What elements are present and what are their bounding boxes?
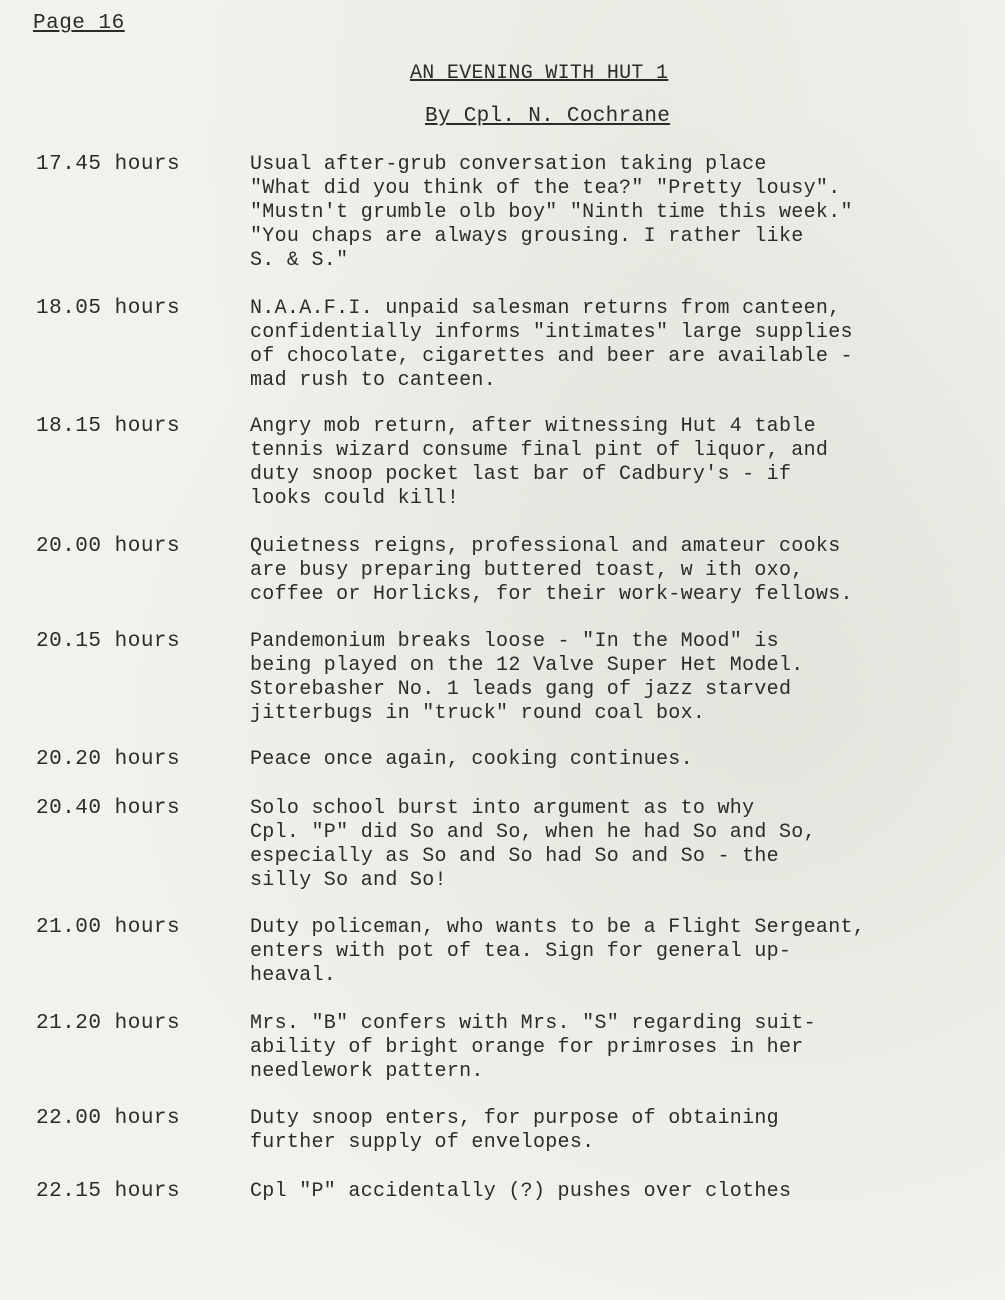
entry-time: 17.45 hours — [36, 153, 181, 176]
entry-text — [250, 797, 990, 893]
article-byline: By Cpl. N. Cochrane — [425, 105, 671, 128]
entry-time: 21.20 hours — [36, 1012, 181, 1035]
entry-line: further supply of envelopes. — [250, 1131, 595, 1154]
entry-text — [250, 535, 990, 607]
entry-line: "You chaps are always grousing. I rather like — [250, 225, 804, 248]
entry-line: duty snoop pocket last bar of Cadbury's - if — [250, 463, 792, 486]
entry-text — [250, 748, 990, 772]
entry-line: Cpl. "P" did So and So, when he had So and So, — [250, 821, 816, 844]
entry-line: especially as So and So had So and So - the — [250, 845, 779, 868]
entry-line: mad rush to canteen. — [250, 369, 497, 392]
entry-text — [250, 1180, 990, 1204]
entry-line: Usual after-grub conversation taking place — [250, 153, 767, 176]
entry-text — [250, 630, 990, 726]
entry-line: S. & S." — [250, 249, 349, 272]
entry-text — [250, 415, 990, 511]
entry-line: Mrs. "B" confers with Mrs. "S" regarding suit- — [250, 1012, 816, 1035]
entry-text — [250, 1107, 990, 1155]
entry-line: Solo school burst into argument as to why — [250, 797, 755, 820]
entry-line: confidentially informs "intimates" large supplies — [250, 321, 853, 344]
entry-line: ability of bright orange for primroses in her — [250, 1036, 804, 1059]
entry-time: 18.15 hours — [36, 415, 181, 438]
entry-line: are busy preparing buttered toast, w ith oxo, — [250, 559, 804, 582]
article-title: AN EVENING WITH HUT 1 — [410, 62, 669, 85]
entry-line: "What did you think of the tea?" "Pretty lousy". — [250, 177, 841, 200]
entry-line: enters with pot of tea. Sign for general up- — [250, 940, 792, 963]
entry-line: of chocolate, cigarettes and beer are available - — [250, 345, 853, 368]
entry-time: 21.00 hours — [36, 916, 181, 939]
entry-time: 22.15 hours — [36, 1180, 181, 1203]
entry-line: Duty snoop enters, for purpose of obtaining — [250, 1107, 779, 1130]
entry-time: 20.00 hours — [36, 535, 181, 558]
entry-line: Duty policeman, who wants to be a Flight Sergeant, — [250, 916, 866, 939]
entry-line: N.A.A.F.I. unpaid salesman returns from canteen, — [250, 297, 841, 320]
entry-time: 20.40 hours — [36, 797, 181, 820]
entry-line: Cpl "P" accidentally (?) pushes over clothes — [250, 1180, 792, 1203]
entry-line: jitterbugs in "truck" round coal box. — [250, 702, 706, 725]
entry-line: coffee or Horlicks, for their work-weary fellows. — [250, 583, 853, 606]
entry-time: 20.15 hours — [36, 630, 181, 653]
entry-line: looks could kill! — [250, 487, 460, 510]
entry-text — [250, 153, 990, 273]
entry-line: Peace once again, cooking continues. — [250, 748, 693, 771]
entry-line: Angry mob return, after witnessing Hut 4 table — [250, 415, 816, 438]
entry-line: being played on the 12 Valve Super Het Model. — [250, 654, 804, 677]
entry-time: 22.00 hours — [36, 1107, 181, 1130]
entry-line: tennis wizard consume final pint of liquor, and — [250, 439, 829, 462]
entry-time: 18.05 hours — [36, 297, 181, 320]
entry-line: Quietness reigns, professional and amateur cooks — [250, 535, 841, 558]
entry-text — [250, 916, 990, 988]
entry-text — [250, 1012, 990, 1084]
page-number: Page 16 — [33, 12, 125, 35]
entry-line: "Mustn't grumble olb boy" "Ninth time this week." — [250, 201, 853, 224]
entry-line: Pandemonium breaks loose - "In the Mood" is — [250, 630, 779, 653]
entry-line: heaval. — [250, 964, 337, 987]
entry-line: silly So and So! — [250, 869, 447, 892]
entry-time: 20.20 hours — [36, 748, 181, 771]
entry-line: Storebasher No. 1 leads gang of jazz starved — [250, 678, 792, 701]
entry-text — [250, 297, 990, 393]
entry-line: needlework pattern. — [250, 1060, 484, 1083]
